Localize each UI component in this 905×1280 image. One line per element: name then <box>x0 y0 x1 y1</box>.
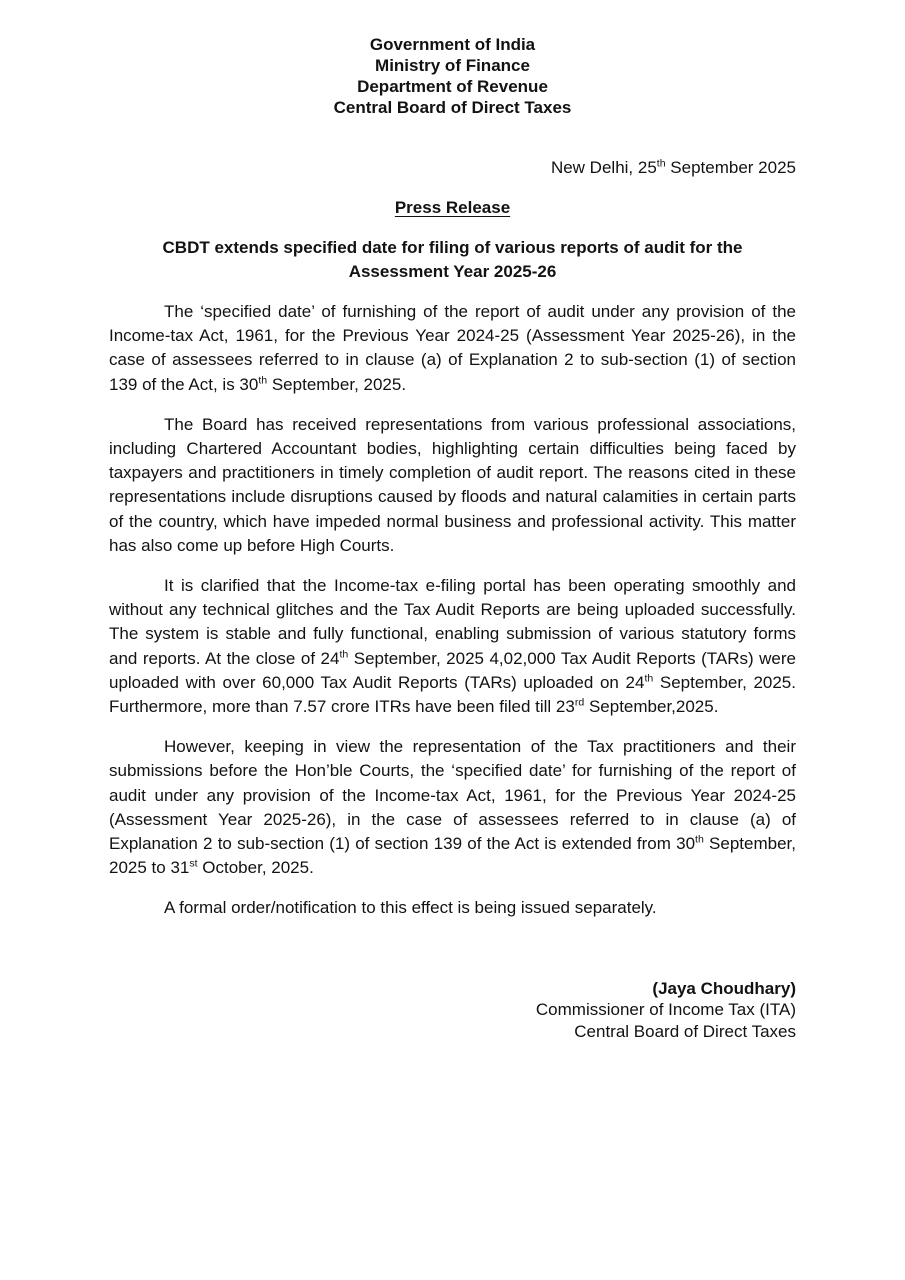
subject-heading <box>109 236 796 284</box>
press-release-title-text: Press Release <box>394 198 511 217</box>
letterhead-line-government: Government of India <box>369 35 536 54</box>
signatory-designation: Commissioner of Income Tax (ITA) <box>535 1000 796 1020</box>
letterhead-line-ministry: Ministry of Finance <box>375 56 530 75</box>
signatory-organization: Central Board of Direct Taxes <box>574 1021 796 1041</box>
signatory-name: (Jaya Choudhary) <box>652 978 796 998</box>
paragraph-representations: The Board has received representations from various professional associations, including Chartered Accountant bodies, highlighting certain difficulties being faced by taxpayers and practitioners in timely completion of audit report. The reasons cited in these representations include disruptions caused by floods and natural calamities in certain parts of the country, which have impeded normal business and professional activity. This matter has also come up before High Courts. <box>109 414 796 555</box>
letterhead-line-department: Department of Revenue <box>357 77 548 96</box>
paragraph-portal-clarification: It is clarified that the Income-tax e-filing portal has been operating smoothly and without any technical glitches and the Tax Audit Reports are being uploaded successfully. The system is stable and fully functional, enabling submission of various statutory forms and reports. At the close of 24th September, 2025 4,02,000 Tax Audit Reports (TARs) were uploaded with over 60,000 Tax Audit Reports (TARs) uploaded on 24th September, 2025. Furthermore, more than 7.57 crore ITRs have been filed till 23rd September,2025. <box>109 576 796 717</box>
paragraph-specified-date: The ‘specified date’ of furnishing of the report of audit under any provision of the Income-tax Act, 1961, for the Previous Year 2024-25 (Assessment Year 2025-26), in the case of assessees referred to in clause (a) of Explanation 2 to sub-section (1) of section 139 of the Act, is 30th September, 2025. <box>109 302 796 394</box>
paragraph-extension: However, keeping in view the representation of the Tax practitioners and their submissions before the Hon’ble Courts, the ‘specified date’ for furnishing of the report of audit under any provision of the Income-tax Act, 1961, for the Previous Year 2024-25 (Assessment Year 2025-26), in the case of assessees referred to in clause (a) of Explanation 2 to sub-section (1) of section 139 of the Act is extended from 30th September, 2025 to 31st October, 2025. <box>109 737 796 878</box>
press-release-title <box>109 197 796 219</box>
letterhead <box>109 34 796 118</box>
subject-heading-line-1: CBDT extends specified date for filing of various reports of audit for the <box>162 238 743 257</box>
dateline: New Delhi, 25th September 2025 <box>550 157 796 177</box>
subject-heading-line-2: Assessment Year 2025-26 <box>348 262 557 281</box>
letterhead-line-board: Central Board of Direct Taxes <box>333 98 572 117</box>
signature-block <box>109 978 796 1043</box>
paragraph-formal-order: A formal order/notification to this effect is being issued separately. <box>164 898 657 918</box>
